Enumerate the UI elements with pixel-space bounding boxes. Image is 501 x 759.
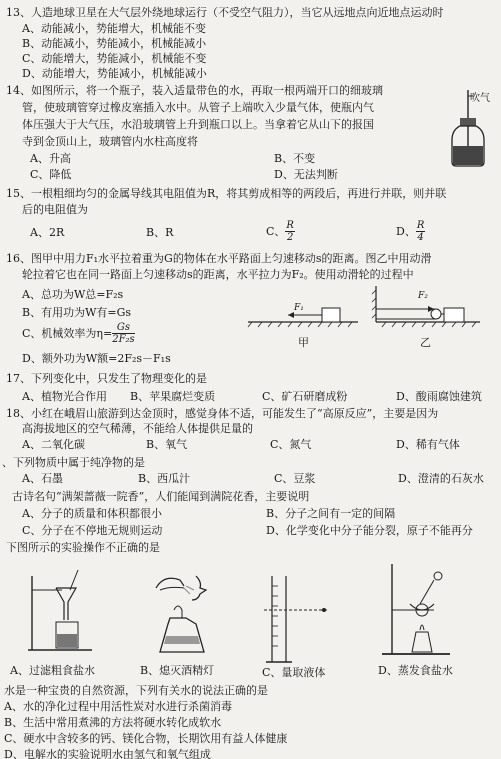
q16-line1: 16、图甲中用力F₁水平拉着重为G的物体在水平路面上匀速移动s的距离。图乙中用动滑: [6, 252, 432, 265]
q16-option-d: D、额外功为W额=2F₂s－F₁s: [22, 352, 171, 365]
q13-option-a: A、动能减小，势能增大，机械能不变: [22, 22, 206, 35]
q20-option-a: A、分子的质量和体积都很小: [22, 507, 162, 520]
q18-line2: 高海拔地区的空气稀薄，不能给人体提供足量的: [22, 422, 253, 435]
q17-stem: 17、下列变化中，只发生了物理变化的是: [6, 372, 207, 385]
q18-line1: 18、小红在峨眉山旅游到达金顶时，感觉身体不适，可能发生了“高原反应”，主要是因为: [6, 407, 439, 420]
q16-option-c: C、机械效率为η= $\frac{Gs}{\text{2F₂s}}$: [22, 322, 135, 345]
q15-option-a: A、2R: [30, 226, 65, 239]
q15-option-c: C、 $\frac{R}{2}$: [266, 220, 294, 243]
q22-stem: 水是一种宝贵的自然资源，下列有关水的说法正确的是: [4, 684, 268, 697]
q18-option-a: A、二氧化碳: [22, 438, 85, 451]
figure-jia-label: 甲: [298, 336, 309, 349]
q14-option-b: B、不变: [274, 152, 316, 165]
q13-option-d: D、动能增大，势能减小，机械能减小: [22, 67, 207, 80]
q22-option-b: B、生活中常用煮沸的方法将硬水转化成软水: [4, 716, 222, 729]
q15-option-b: B、R: [146, 226, 174, 239]
q14-option-d: D、无法判断: [274, 168, 338, 181]
figure-yi-label: 乙: [420, 336, 431, 349]
q17-option-b: B、苹果腐烂变质: [130, 390, 216, 403]
q14-option-a: A、升高: [30, 152, 71, 165]
q18-option-d: D、稀有气体: [396, 438, 460, 451]
q17-option-d: D、酸雨腐蚀建筑: [396, 390, 482, 403]
q13-option-b: B、动能减小，势能减小，机械能减小: [22, 37, 207, 50]
alcohol-lamp-figure: [140, 566, 230, 656]
f1-label: F₁: [294, 303, 304, 313]
q19-option-a: A、石墨: [22, 472, 63, 485]
f2-label: F₂: [418, 291, 428, 301]
q15-line1: 15、一根粗细均匀的金属导线其电阻值为R，将其剪成相等的两段后，再进行并联，则并联: [6, 187, 447, 200]
q22-option-d: D、电解水的实验说明水由氢气和氧气组成: [4, 748, 211, 759]
q19-stem: 、下列物质中属于纯净物的是: [2, 456, 145, 469]
filtration-figure: [28, 566, 98, 656]
q20-option-b: B、分子之间有一定的间隔: [266, 507, 396, 520]
measuring-cylinder-figure: [264, 574, 334, 669]
q21-stem: 下图所示的实验操作不正确的是: [6, 541, 160, 554]
q22-option-c: C、硬水中含较多的钙、镁化合物，长期饮用有益人体健康: [4, 732, 288, 745]
q17-option-a: A、植物光合作用: [22, 390, 107, 403]
q19-option-c: C、豆浆: [274, 472, 316, 485]
q14-option-c: C、降低: [30, 168, 72, 181]
q21-option-d: D、蒸发食盐水: [378, 664, 453, 677]
q16-line2: 轮拉着它也在同一路面上匀速移动s的距离，水平拉力为F₂。使用动滑轮的过程中: [22, 268, 414, 281]
q19-option-b: B、西瓜汁: [138, 472, 191, 485]
q18-option-c: C、氮气: [270, 438, 312, 451]
q16-option-a: A、总功为W总=F₂s: [22, 288, 124, 301]
q14-line4: 寺到金顶山上，玻璃管内水柱高度将: [22, 135, 198, 148]
q19-option-d: D、澄清的石灰水: [398, 472, 484, 485]
q15-line2: 后的电阻值为: [22, 203, 88, 216]
q13-stem: 13、人造地球卫星在大气层外绕地球运行（不受空气阻力），当它从远地点向近地点运动时: [6, 6, 444, 19]
q14-line1: 14、如图所示，将一个瓶子，装入适量带色的水，再取一根两端开口的细玻璃: [6, 84, 383, 97]
evaporation-figure: [378, 560, 458, 660]
q21-option-a: A、过滤粗食盐水: [10, 664, 95, 677]
q14-line3: 体压强大于大气压，水沿玻璃管上升到瓶口以上。当拿着它从山下的报国: [22, 118, 374, 131]
q20-option-d: D、化学变化中分子能分裂，原子不能再分: [266, 524, 473, 537]
q13-option-c: C、动能增大，势能减小，机械能不变: [22, 52, 207, 65]
q16-option-b: B、有用功为W有=Gs: [22, 306, 132, 319]
q14-blow-label: 吹气: [470, 93, 490, 104]
q18-option-b: B、氧气: [146, 438, 188, 451]
q21-option-c: C、量取液体: [262, 666, 326, 679]
q15-option-d: D、 $\frac{R}{4}$: [396, 220, 425, 243]
q22-option-a: A、水的净化过程中用活性炭对水进行杀菌消毒: [4, 700, 232, 713]
q17-option-c: C、矿石研磨成粉: [262, 390, 348, 403]
q14-line2: 管，使玻璃管穿过橡皮塞插入水中。从管子上端吹入少量气体，使瓶内气: [22, 101, 374, 114]
q21-option-b: B、熄灭酒精灯: [140, 664, 215, 677]
bottle-figure: [450, 88, 490, 168]
q20-stem: 古诗名句“满架蔷薇一院香”，人们能闻到满院花香，主要说明: [12, 490, 310, 503]
q20-option-c: C、分子在不停地无规则运动: [22, 524, 163, 537]
